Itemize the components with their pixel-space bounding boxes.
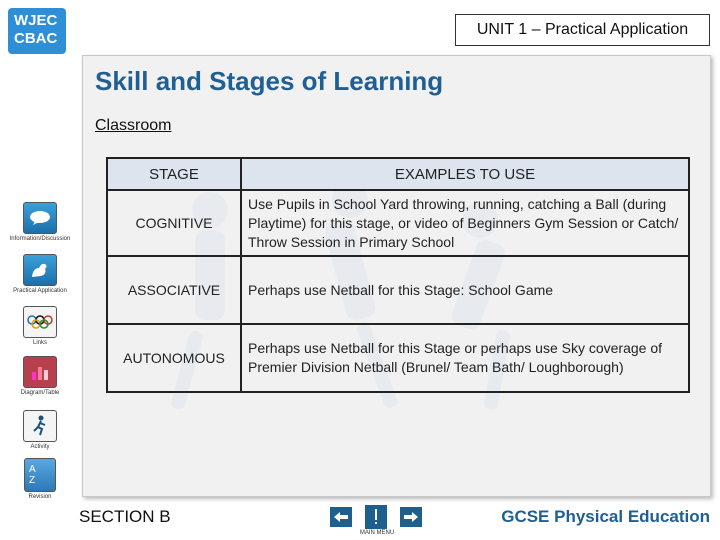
unit-title: UNIT 1 – Practical Application xyxy=(455,14,710,46)
stage-cell: ASSOCIATIVE xyxy=(107,256,241,324)
flexed-arm-icon[interactable] xyxy=(23,254,57,286)
table-row xyxy=(107,256,689,324)
bar-chart-icon[interactable] xyxy=(23,356,57,388)
footer-navigation xyxy=(330,507,422,537)
sidebar-item-information-discussion[interactable] xyxy=(0,202,80,242)
a-z-icon[interactable] xyxy=(24,458,56,492)
main-menu-button[interactable] xyxy=(365,505,387,529)
speech-bubble-icon[interactable] xyxy=(23,202,57,234)
example-cell: Perhaps use Netball for this Stage or perhaps use Sky coverage of Premier Division Netball (Brunel/ Team Bath/ Loughborough) xyxy=(241,324,689,392)
previous-button[interactable] xyxy=(330,507,352,527)
section-label: SECTION B xyxy=(79,507,171,526)
sidebar-item-diagram-table[interactable] xyxy=(0,356,80,396)
sidebar-item-label: Information/Discussion xyxy=(9,236,71,242)
stage-cell: COGNITIVE xyxy=(107,190,241,256)
section-heading: Classroom xyxy=(95,117,172,134)
example-cell: Perhaps use Netball for this Stage: School Game xyxy=(241,256,689,324)
table-header-row xyxy=(107,158,689,190)
header-stage: STAGE xyxy=(107,158,241,190)
z-glyph: Z xyxy=(29,475,36,486)
sidebar-item-links[interactable] xyxy=(0,306,80,346)
sidebar-item-activity[interactable] xyxy=(0,410,80,450)
page-title: Skill and Stages of Learning xyxy=(95,66,444,96)
header-examples: EXAMPLES TO USE xyxy=(241,158,689,190)
a-glyph: A xyxy=(29,464,36,475)
arrow-left-icon xyxy=(333,511,349,523)
sidebar-item-label: Activity xyxy=(30,444,50,450)
stage-cell: AUTONOMOUS xyxy=(107,324,241,392)
brand-title: GCSE Physical Education xyxy=(501,507,710,526)
logo-line2: CBAC xyxy=(14,30,58,47)
table-row xyxy=(107,324,689,392)
running-person-icon[interactable] xyxy=(23,410,57,442)
logo-line1: WJEC xyxy=(14,12,58,29)
stages-table xyxy=(106,157,690,393)
main-menu-label: MAIN MENU xyxy=(359,530,395,536)
sidebar-item-label: Links xyxy=(32,340,47,346)
sidebar-item-label: Practical Application xyxy=(13,288,67,294)
sidebar-item-label: Revision xyxy=(28,494,52,500)
next-button[interactable] xyxy=(400,507,422,527)
sidebar-item-revision[interactable] xyxy=(0,458,80,500)
olympic-rings-icon[interactable] xyxy=(23,306,57,338)
example-cell: Use Pupils in School Yard throwing, running, catching a Ball (during Playtime) for this stage, or video of Beginners Gym Session or Catch/ Throw Session in Primary School xyxy=(241,190,689,256)
table-row xyxy=(107,190,689,256)
wjec-logo xyxy=(8,8,66,54)
sidebar-item-label: Diagram/Table xyxy=(20,390,60,396)
exclamation-icon xyxy=(370,508,382,526)
sidebar-item-practical-application[interactable] xyxy=(0,254,80,294)
arrow-right-icon xyxy=(403,511,419,523)
